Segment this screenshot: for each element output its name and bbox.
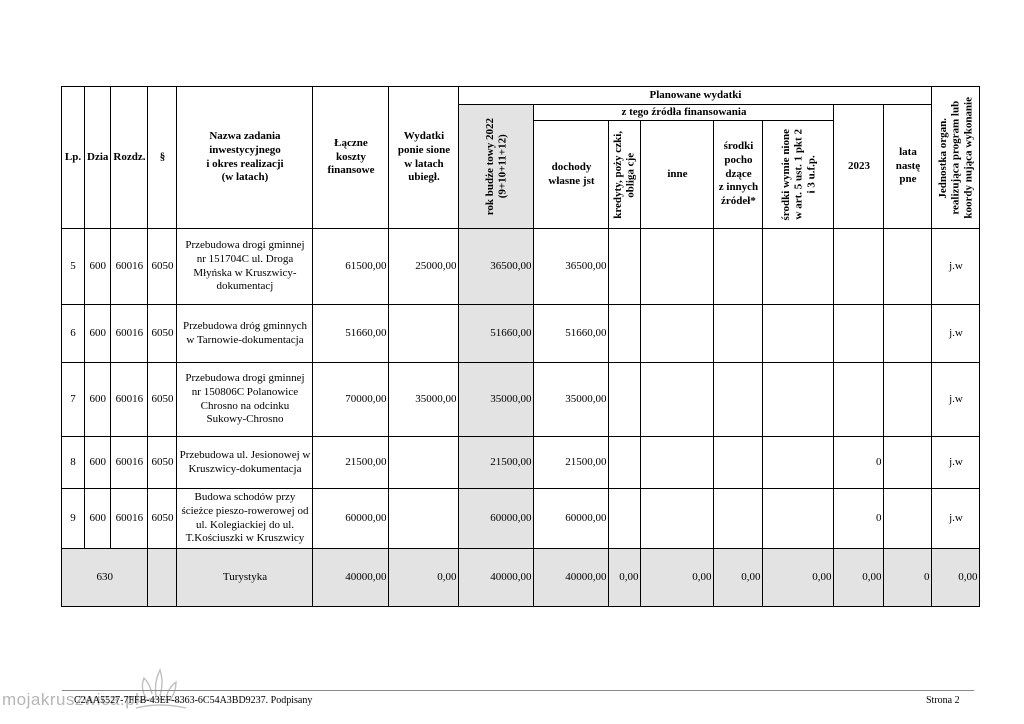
cell-dzial: 600 bbox=[85, 489, 111, 549]
cell-kredyty bbox=[609, 305, 641, 363]
cell-laczne: 21500,00 bbox=[313, 437, 389, 489]
header-inne: inne bbox=[641, 121, 714, 229]
cell-dzial: 600 bbox=[85, 305, 111, 363]
cell-jednostka: j.w bbox=[932, 305, 980, 363]
cell-rok-budzetowy: 51660,00 bbox=[459, 305, 534, 363]
summary-kredyty: 0,00 bbox=[609, 549, 641, 607]
cell-inne bbox=[641, 437, 714, 489]
header-rok-budzetowy-label: rok budże towy 2022 (9+10+11+12) bbox=[483, 117, 509, 216]
header-srodki-wymienione bbox=[763, 121, 834, 229]
cell-kredyty bbox=[609, 229, 641, 305]
cell-srodki-wymienione bbox=[763, 229, 834, 305]
header-paragraf: § bbox=[148, 87, 177, 229]
cell-lp: 5 bbox=[62, 229, 85, 305]
cell-inne bbox=[641, 489, 714, 549]
cell-paragraf: 6050 bbox=[148, 489, 177, 549]
table-row bbox=[62, 305, 980, 363]
cell-2023 bbox=[834, 305, 884, 363]
cell-wydatki bbox=[389, 489, 459, 549]
cell-2023 bbox=[834, 363, 884, 437]
cell-paragraf: 6050 bbox=[148, 305, 177, 363]
cell-srodki-pochodzace bbox=[714, 305, 763, 363]
header-kredyty bbox=[609, 121, 641, 229]
cell-laczne: 51660,00 bbox=[313, 305, 389, 363]
cell-srodki-wymienione bbox=[763, 489, 834, 549]
cell-dzial: 600 bbox=[85, 437, 111, 489]
header-laczne-koszty: Łączne koszty finansowe bbox=[313, 87, 389, 229]
header-dzial: Dzia bbox=[85, 87, 111, 229]
cell-lp: 7 bbox=[62, 363, 85, 437]
summary-dzial: 630 bbox=[62, 549, 148, 607]
summary-dochody: 40000,00 bbox=[534, 549, 609, 607]
cell-jednostka: j.w bbox=[932, 229, 980, 305]
footer-page-number: Strona 2 bbox=[926, 695, 960, 706]
cell-srodki-wymienione bbox=[763, 437, 834, 489]
cell-rozdzial: 60016 bbox=[111, 437, 148, 489]
cell-jednostka: j.w bbox=[932, 489, 980, 549]
cell-2023: 0 bbox=[834, 437, 884, 489]
cell-srodki-pochodzace bbox=[714, 229, 763, 305]
cell-dochody: 60000,00 bbox=[534, 489, 609, 549]
header-srodki-wymienione-label: środki wymie nione w art. 5 ust. 1 pkt 2 i 3 u.f.p. bbox=[779, 128, 817, 221]
table-row bbox=[62, 363, 980, 437]
cell-rozdzial: 60016 bbox=[111, 229, 148, 305]
footer-document-id: C2AA5527-7FFB-43EF-8363-6C54A3BD9237. Podpisany bbox=[74, 695, 313, 706]
table-row bbox=[62, 489, 980, 549]
budget-table bbox=[61, 86, 980, 607]
cell-dochody: 35000,00 bbox=[534, 363, 609, 437]
cell-dzial: 600 bbox=[85, 229, 111, 305]
summary-lata-nastepne: 0 bbox=[884, 549, 932, 607]
cell-dzial: 600 bbox=[85, 363, 111, 437]
cell-lp: 8 bbox=[62, 437, 85, 489]
cell-lata-nastepne bbox=[884, 229, 932, 305]
cell-kredyty bbox=[609, 489, 641, 549]
cell-2023 bbox=[834, 229, 884, 305]
cell-2023: 0 bbox=[834, 489, 884, 549]
header-2023: 2023 bbox=[834, 105, 884, 229]
cell-laczne: 60000,00 bbox=[313, 489, 389, 549]
cell-srodki-wymienione bbox=[763, 363, 834, 437]
cell-dochody: 51660,00 bbox=[534, 305, 609, 363]
summary-laczne: 40000,00 bbox=[313, 549, 389, 607]
cell-lp: 9 bbox=[62, 489, 85, 549]
cell-nazwa: Przebudowa ul. Jesionowej w Kruszwicy-dokumentacja bbox=[177, 437, 313, 489]
cell-rozdzial: 60016 bbox=[111, 363, 148, 437]
cell-kredyty bbox=[609, 363, 641, 437]
cell-jednostka: j.w bbox=[932, 363, 980, 437]
cell-srodki-pochodzace bbox=[714, 437, 763, 489]
cell-srodki-pochodzace bbox=[714, 363, 763, 437]
summary-srodki-wymienione: 0,00 bbox=[763, 549, 834, 607]
cell-nazwa: Budowa schodów przy ścieżce pieszo-rowerowej od ul. Kolegiackiej do ul. T.Kościuszki w Kruszwicy bbox=[177, 489, 313, 549]
summary-inne: 0,00 bbox=[641, 549, 714, 607]
cell-nazwa: Przebudowa dróg gminnych w Tarnowie-dokumentacja bbox=[177, 305, 313, 363]
cell-lata-nastepne bbox=[884, 363, 932, 437]
cell-srodki-wymienione bbox=[763, 305, 834, 363]
cell-rok-budzetowy: 21500,00 bbox=[459, 437, 534, 489]
header-dochody-wlasne: dochody własne jst bbox=[534, 121, 609, 229]
cell-paragraf: 6050 bbox=[148, 437, 177, 489]
header-jednostka bbox=[932, 87, 980, 229]
summary-wydatki: 0,00 bbox=[389, 549, 459, 607]
cell-wydatki bbox=[389, 437, 459, 489]
cell-laczne: 70000,00 bbox=[313, 363, 389, 437]
cell-inne bbox=[641, 305, 714, 363]
watermark-text: mojakruszwica.pl bbox=[2, 690, 140, 709]
cell-rozdzial: 60016 bbox=[111, 489, 148, 549]
header-planowane-wydatki: Planowane wydatki bbox=[459, 87, 932, 105]
summary-nazwa: Turystyka bbox=[177, 549, 313, 607]
header-rok-budzetowy bbox=[459, 105, 534, 229]
cell-wydatki: 35000,00 bbox=[389, 363, 459, 437]
header-zrodla-finansowania: z tego źródła finansowania bbox=[534, 105, 834, 121]
header-wydatki-poniesione: Wydatki ponie sione w latach ubiegł. bbox=[389, 87, 459, 229]
cell-kredyty bbox=[609, 437, 641, 489]
cell-nazwa: Przebudowa drogi gminnej nr 150806C Polanowice Chrosno na odcinku Sukowy-Chrosno bbox=[177, 363, 313, 437]
cell-nazwa: Przebudowa drogi gminnej nr 151704C ul. Droga Młyńska w Kruszwicy-dokumentacj bbox=[177, 229, 313, 305]
table-row bbox=[62, 229, 980, 305]
summary-jednostka: 0,00 bbox=[932, 549, 980, 607]
header-jednostka-label: Jednostka organ. realizująca program lub koordy nująca wykonanie bbox=[937, 96, 975, 219]
summary-row bbox=[62, 549, 980, 607]
summary-paragraf bbox=[148, 549, 177, 607]
cell-lata-nastepne bbox=[884, 437, 932, 489]
cell-dochody: 36500,00 bbox=[534, 229, 609, 305]
table-row bbox=[62, 437, 980, 489]
cell-inne bbox=[641, 363, 714, 437]
cell-lata-nastepne bbox=[884, 305, 932, 363]
header-kredyty-label: kredyty, poży czki, obliga cje bbox=[612, 130, 637, 219]
cell-rok-budzetowy: 36500,00 bbox=[459, 229, 534, 305]
cell-paragraf: 6050 bbox=[148, 229, 177, 305]
cell-rok-budzetowy: 35000,00 bbox=[459, 363, 534, 437]
header-srodki-pochodzace: środki pocho dzące z innych źródeł* bbox=[714, 121, 763, 229]
header-lp: Lp. bbox=[62, 87, 85, 229]
cell-srodki-pochodzace bbox=[714, 489, 763, 549]
cell-rozdzial: 60016 bbox=[111, 305, 148, 363]
cell-inne bbox=[641, 229, 714, 305]
cell-lp: 6 bbox=[62, 305, 85, 363]
cell-wydatki bbox=[389, 305, 459, 363]
cell-paragraf: 6050 bbox=[148, 363, 177, 437]
header-nazwa-zadania: Nazwa zadania inwestycyjnego i okres realizacji (w latach) bbox=[177, 87, 313, 229]
cell-dochody: 21500,00 bbox=[534, 437, 609, 489]
cell-laczne: 61500,00 bbox=[313, 229, 389, 305]
header-rozdzial: Rozdz. bbox=[111, 87, 148, 229]
summary-rok-budzetowy: 40000,00 bbox=[459, 549, 534, 607]
summary-2023: 0,00 bbox=[834, 549, 884, 607]
cell-rok-budzetowy: 60000,00 bbox=[459, 489, 534, 549]
header-lata-nastepne: lata nastę pne bbox=[884, 105, 932, 229]
cell-lata-nastepne bbox=[884, 489, 932, 549]
summary-srodki-pochodzace: 0,00 bbox=[714, 549, 763, 607]
cell-wydatki: 25000,00 bbox=[389, 229, 459, 305]
cell-jednostka: j.w bbox=[932, 437, 980, 489]
